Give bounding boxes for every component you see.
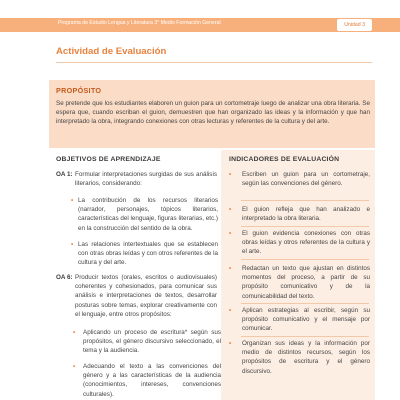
oa1-item-1-text: La contribución de los recursos literarios (narrador, personajes, tópicos literarios, características del lenguaje, figuras literarias, etc.) en la construcción del sentido de la obra.	[78, 197, 218, 232]
oa6-item-1-text: Aplicando un proceso de escritura* según sus propósitos, el género discursivo seleccionado, el tema y la audiencia.	[83, 329, 221, 355]
title-divider	[56, 62, 372, 63]
indicador-item-5-text: Aplican estrategias al escribir, según su propósito comunicativo y el mensaje por comunicar.	[242, 307, 370, 333]
bullet-icon: •	[73, 363, 76, 370]
oa1-code: OA 1:	[56, 171, 73, 178]
program-title: Programa de Estudio Lengua y Literatura 3° Medio Formación General	[58, 20, 221, 26]
indicador-divider	[241, 200, 369, 201]
indicador-item-2-text: El guion refleja que han analizado e interpretado la obra literaria.	[242, 206, 370, 223]
bullet-icon: •	[229, 230, 232, 237]
oa6-text: Producir textos (orales, escritos o audiovisuales) coherentes y cohesionados, para comunicar sus análisis e interpretaciones de textos, desarrollar posturas sobre temas, explorar creativamente con el lenguaje, entre otros propósitos:	[75, 274, 217, 318]
bullet-icon: •	[229, 307, 232, 314]
header-bar	[0, 18, 400, 32]
bullet-icon: •	[71, 197, 74, 204]
oa6-code: OA 6:	[56, 274, 73, 281]
bullet-icon: •	[73, 329, 76, 336]
indicador-divider	[241, 226, 369, 227]
bullet-icon: •	[229, 206, 232, 213]
oa1-item-2-text: Las relaciones intertextuales que se establecen con otras obras leídas y con otros referentes de la cultura y del arte.	[78, 241, 219, 267]
oa1-text: Formular interpretaciones surgidas de sus análisis literarios, considerando:	[75, 171, 217, 188]
indicador-item-4-text: Redactan un texto que ajustan en distintos momentos del proceso, a partir de su propósito comunicativo y de la comunicabilidad del texto.	[242, 265, 370, 300]
unit-badge: Unidad 3	[337, 19, 372, 31]
proposito-text: Se pretende que los estudiantes elaboren un guion para un cortometraje luego de analizar una obra literaria. Se espera que, cuando escriban el guion, demuestren que han organizado las ideas y la información y que han interpretado la obra, integrando conexiones con otras lecturas y referentes de la cultura y del arte.	[56, 100, 370, 126]
oa6-item-2-text: Adecuando el texto a las convenciones del género y a las características de la audiencia (conocimientos, intereses, convenciones culturales).	[83, 363, 221, 398]
indicador-item-3-text: El guion evidencia conexiones con otras obras leídas y otros referentes de la cultura y el arte.	[242, 230, 370, 256]
bullet-icon: •	[229, 171, 232, 178]
proposito-box	[49, 80, 375, 148]
oa6-block	[56, 273, 221, 333]
indicadores-heading: INDICADORES DE EVALUACIÓN	[229, 156, 340, 163]
bullet-icon: •	[229, 340, 232, 347]
indicadores-column	[221, 150, 375, 400]
indicador-divider	[241, 259, 369, 260]
indicador-divider	[241, 336, 369, 337]
objetivos-column	[49, 150, 221, 400]
objetivos-heading: OBJETIVOS DE APRENDIZAJE	[56, 156, 161, 163]
oa1-block	[56, 170, 221, 190]
proposito-heading: PROPÓSITO	[56, 86, 102, 95]
bullet-icon: •	[71, 241, 74, 248]
indicador-item-1-text: Escriben un guion para un cortometraje, según las convenciones del género.	[242, 171, 370, 188]
page-title: Actividad de Evaluación	[56, 46, 167, 57]
indicador-divider	[241, 303, 369, 304]
indicador-item-6-text: Organizan sus ideas y la información por medio de distintos recursos, según los propósitos de escritura y el género discursivo.	[242, 340, 370, 375]
bullet-icon: •	[229, 265, 232, 272]
